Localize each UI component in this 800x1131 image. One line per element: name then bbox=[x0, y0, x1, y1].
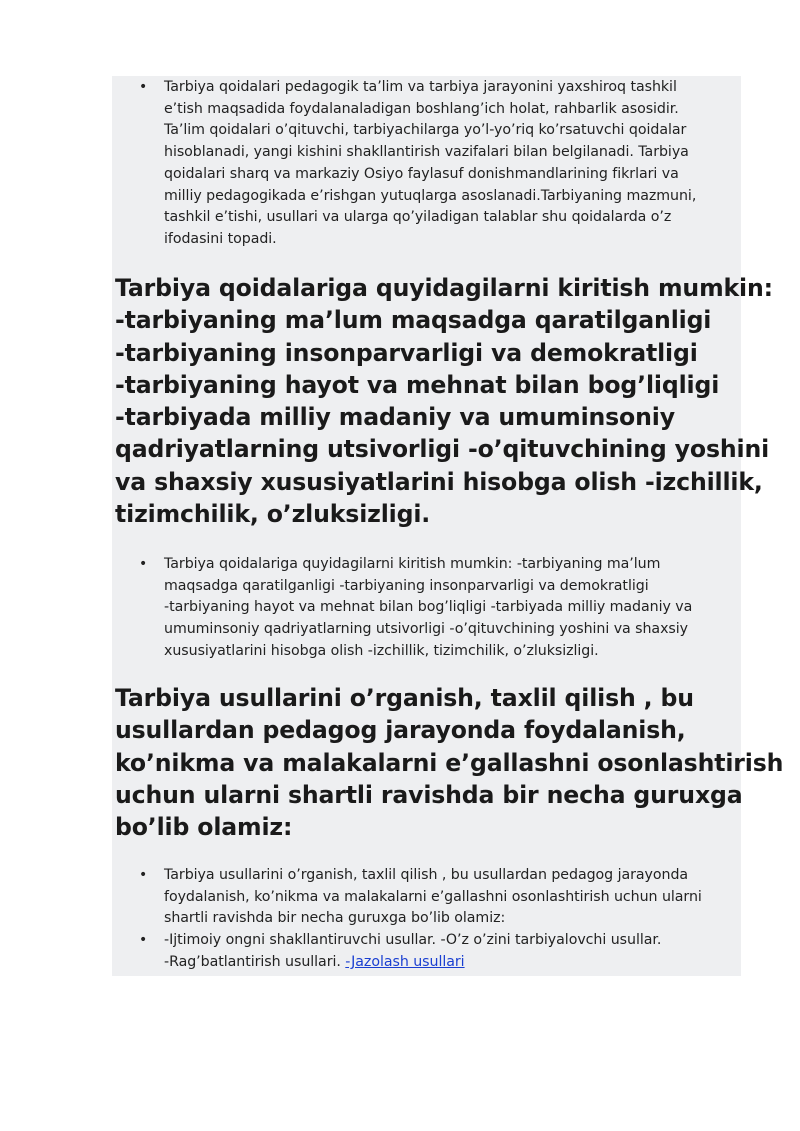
heading-line: -tarbiyaning ma’lum maqsadga qaratilganligi bbox=[115, 306, 712, 335]
list-item bbox=[112, 77, 741, 251]
paragraph-line: -tarbiyaning hayot va mehnat bilan bog’liqligi -tarbiyada milliy madaniy va bbox=[164, 599, 693, 616]
paragraph-line: e’tish maqsadida foydalanaladigan boshlang’ich holat, rahbarlik asosidir. bbox=[164, 100, 679, 117]
paragraph-line: hisoblanadi, yangi kishini shakllantirish vazifalari bilan belgilanadi. Tarbiya bbox=[164, 144, 689, 161]
heading-line: bo’lib olamiz: bbox=[115, 813, 293, 842]
heading-line: -tarbiyaning insonparvarligi va demokratligi bbox=[115, 338, 698, 367]
heading-line: qadriyatlarning utsivorligi -o’qituvchining yoshini bbox=[115, 435, 770, 464]
heading-line: usullardan pedagog jarayonda foydalanish, bbox=[115, 716, 686, 745]
paragraph-line: milliy pedagogikada e’rishgan yutuqlarga asoslanadi.Tarbiyaning mazmuni, bbox=[164, 187, 697, 204]
paragraph-line: ifodasini topadi. bbox=[164, 230, 277, 247]
paragraph-line: -Ijtimoiy ongni shakllantiruvchi usullar. -O’z o’zini tarbiyalovchi usullar. bbox=[164, 932, 662, 949]
heading-line: -tarbiyada milliy madaniy va umuminsoniy bbox=[115, 403, 675, 432]
paragraph-line: Ta’lim qoidalari o’qituvchi, tarbiyachilarga yo’l-yo’riq ko’rsatuvchi qoidalar bbox=[164, 122, 687, 139]
paragraph-line: tashkil e’tishi, usullari va ularga qo’yiladigan talablar shu qoidalarda o’z bbox=[164, 209, 672, 226]
bullet-icon: • bbox=[139, 556, 148, 572]
heading-line: va shaxsiy xususiyatlarini hisobga olish -izchillik, bbox=[115, 467, 763, 496]
jazolash-usullari-link[interactable]: -Jazolash usullari bbox=[345, 953, 465, 970]
paragraph-line bbox=[164, 952, 741, 974]
paragraph-line: foydalanish, ko’nikma va malakalarni e’gallashni osonlashtirish uchun ularni bbox=[164, 888, 702, 905]
list-item bbox=[112, 554, 741, 663]
paragraph-line: shartli ravishda bir necha guruxga bo’lib olamiz: bbox=[164, 910, 506, 927]
paragraph-line: xususiyatlarini hisobga olish -izchillik, tizimchilik, o’zluksizligi. bbox=[164, 642, 599, 659]
section-heading-2 bbox=[115, 682, 784, 843]
heading-line: -tarbiyaning hayot va mehnat bilan bog’liqligi bbox=[115, 370, 720, 399]
paragraph-text: -Rag’batlantirish usullari. bbox=[164, 953, 346, 970]
bullet-list-1 bbox=[112, 77, 741, 251]
paragraph-line: Tarbiya qoidalariga quyidagilarni kiritish mumkin: -tarbiyaning ma’lum bbox=[164, 556, 661, 572]
list-item bbox=[112, 930, 741, 973]
heading-line: Tarbiya qoidalariga quyidagilarni kiritish mumkin: bbox=[115, 274, 773, 302]
paragraph-line: umuminsoniy qadriyatlarning utsivorligi -o’qituvchining yoshini va shaxsiy bbox=[164, 621, 688, 638]
list-item bbox=[112, 865, 741, 930]
bullet-icon: • bbox=[139, 79, 148, 95]
heading-line: tizimchilik, o’zluksizligi. bbox=[115, 500, 431, 529]
heading-line: ko’nikma va malakalarni e’gallashni osonlashtirish bbox=[115, 748, 784, 777]
heading-line: uchun ularni shartli ravishda bir necha guruxga bbox=[115, 780, 743, 809]
paragraph-line: Tarbiya usullarini o’rganish, taxlil qilish , bu usullardan pedagog jarayonda bbox=[164, 867, 689, 883]
bullet-list-3 bbox=[112, 865, 741, 974]
bullet-icon: • bbox=[139, 932, 148, 949]
bullet-list-2 bbox=[112, 554, 741, 663]
section-heading-1 bbox=[115, 272, 773, 530]
paragraph-line: qoidalari sharq va markaziy Osiyo faylasuf donishmandlarining fikrlari va bbox=[164, 165, 679, 182]
heading-line: Tarbiya usullarini o’rganish, taxlil qilish , bu bbox=[115, 684, 694, 712]
bullet-icon: • bbox=[139, 867, 148, 883]
paragraph-line: maqsadga qaratilganligi -tarbiyaning insonparvarligi va demokratligi bbox=[164, 577, 649, 594]
paragraph-line: Tarbiya qoidalari pedagogik ta’lim va tarbiya jarayonini yaxshiroq tashkil bbox=[164, 79, 677, 95]
